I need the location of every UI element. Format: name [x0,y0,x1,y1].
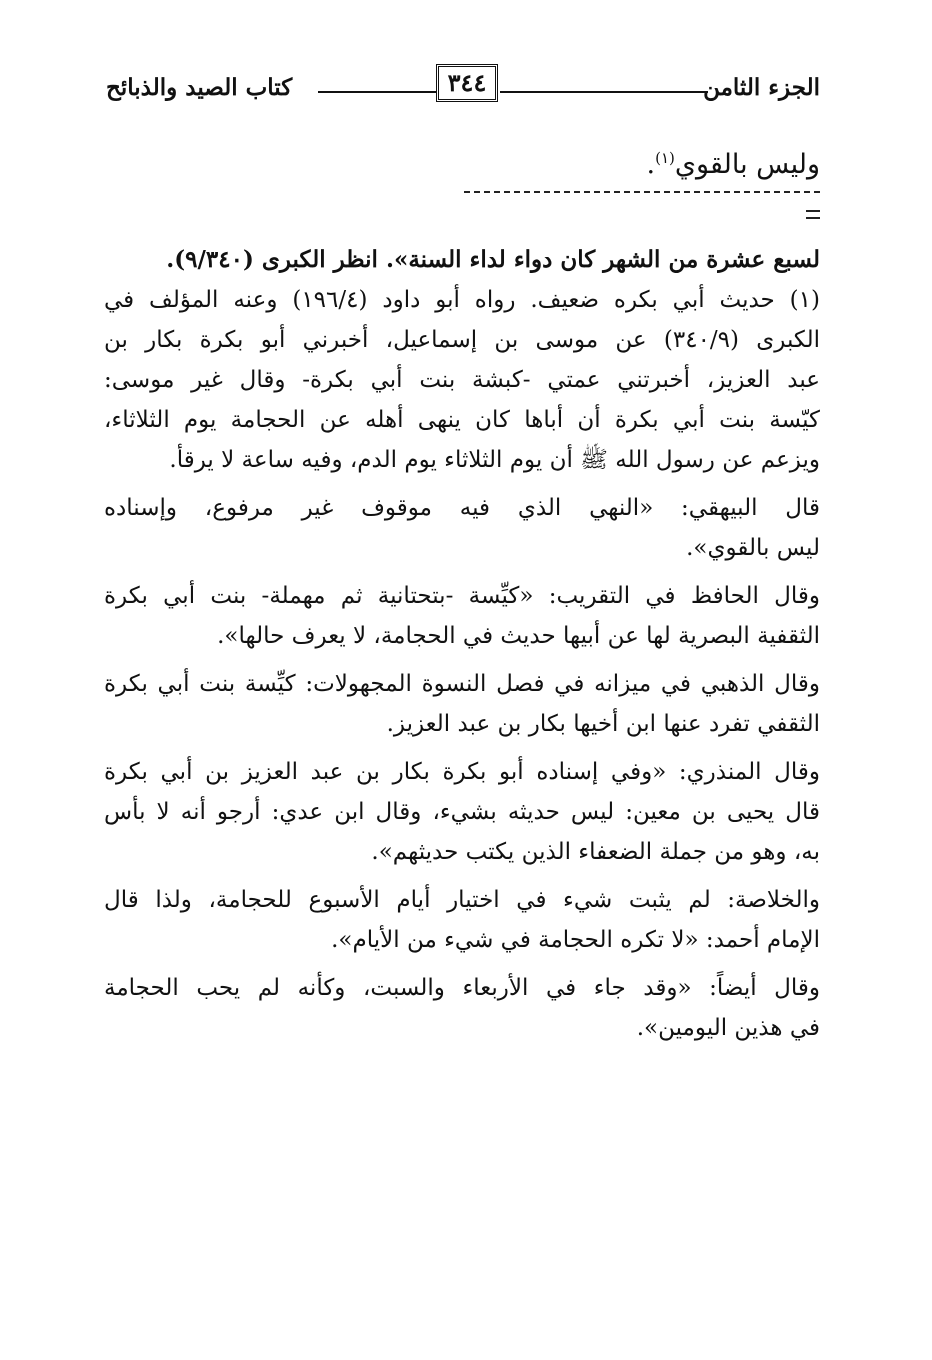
book-title: كتاب الصيد والذبائح [106,74,293,101]
footnote-reference: (١) [655,149,675,167]
main-text: وليس بالقوي [674,149,820,180]
header-rule-left [318,91,436,93]
footnote-continuation [104,240,820,280]
footnote-line: (١) حديث أبي بكره ضعيف. رواه أبو داود (١٩٦/٤) وعنه المؤلف في [104,287,820,313]
footnote-paragraph [104,880,820,960]
footnote-separator [464,191,820,193]
footnote-line: وقال أيضاً: «وقد جاء في الأربعاء والسبت، وكأنه لم يحب الحجامة [104,975,820,1001]
footnote-line: عبد العزيز، أخبرتني عمتي -كبشة بنت أبي بكرة- وقال غير موسى: [104,367,820,393]
footnote-line: قال البيهقي: «النهي الذي فيه موقوف غير مرفوع، وإسناده [104,495,820,521]
footnote-line: قال يحيى بن معين: ليس حديثه بشيء، وقال ابن عدي: أرجو أنه لا بأس [104,799,820,825]
footnote-separator-mark [806,210,820,219]
footnote-paragraph [104,280,820,480]
footnote-paragraph [104,576,820,656]
page-number: ٣٤٤ [436,64,498,102]
footnote-line: الإمام أحمد: «لا تكره الحجامة في شيء من الأيام». [331,927,820,953]
footnote-line: في هذين اليومين». [636,1015,820,1041]
footnote-line: ويزعم عن رسول الله ﷺ أن يوم الثلاثاء يوم الدم، وفيه ساعة لا يرقأ. [169,447,820,473]
footnote-line: وقال الذهبي في ميزانه في فصل النسوة المجهولات: كيِّسة بنت أبي بكرة [104,671,820,697]
footnote-line: كيّسة بنت أبي بكرة أن أباها كان ينهى أهله عن الحجامة يوم الثلاثاء، [104,407,820,433]
footnote-paragraph [104,752,820,872]
header-rule-right [500,91,708,93]
footnote-line: الثقفي تفرد عنها ابن أخيها بكار بن عبد العزيز. [386,711,820,737]
main-text-end [320,138,820,185]
running-header [100,58,820,114]
footnote-line: الثقفية البصرية لها عن أبيها حديث في الحجامة، لا يعرف حالها». [217,623,820,649]
footnote-paragraph [104,968,820,1048]
footnote-line: والخلاصة: لم يثبت شيء في اختيار أيام الأسبوع للحجامة، ولذا قال [104,887,820,913]
footnote-line: وقال الحافظ في التقريب: «كيِّسة -بتحتانية ثم مهملة- بنت أبي بكرة [104,583,820,609]
footnote-line: ليس بالقوي». [686,535,820,561]
main-text-period: . [646,149,656,180]
footnote-line: الكبرى (٣٤٠/٩) عن موسى بن إسماعيل، أخبرني أبو بكرة بكار بن [104,327,820,353]
footnote-line: به، وهو من جملة الضعفاء الذين يكتب حديثهم». [371,839,820,865]
footnote-paragraph [104,664,820,744]
volume-label: الجزء الثامن [703,74,820,101]
footnote-line: وقال المنذري: «وفي إسناده أبو بكرة بكار بن عبد العزيز بن أبي بكرة [104,759,820,785]
footnotes-block [104,240,820,1048]
footnote-paragraph [104,488,820,568]
footnote-line: لسبع عشرة من الشهر كان دواء لداء السنة». انظر الكبرى (٩/٣٤٠). [166,246,820,273]
